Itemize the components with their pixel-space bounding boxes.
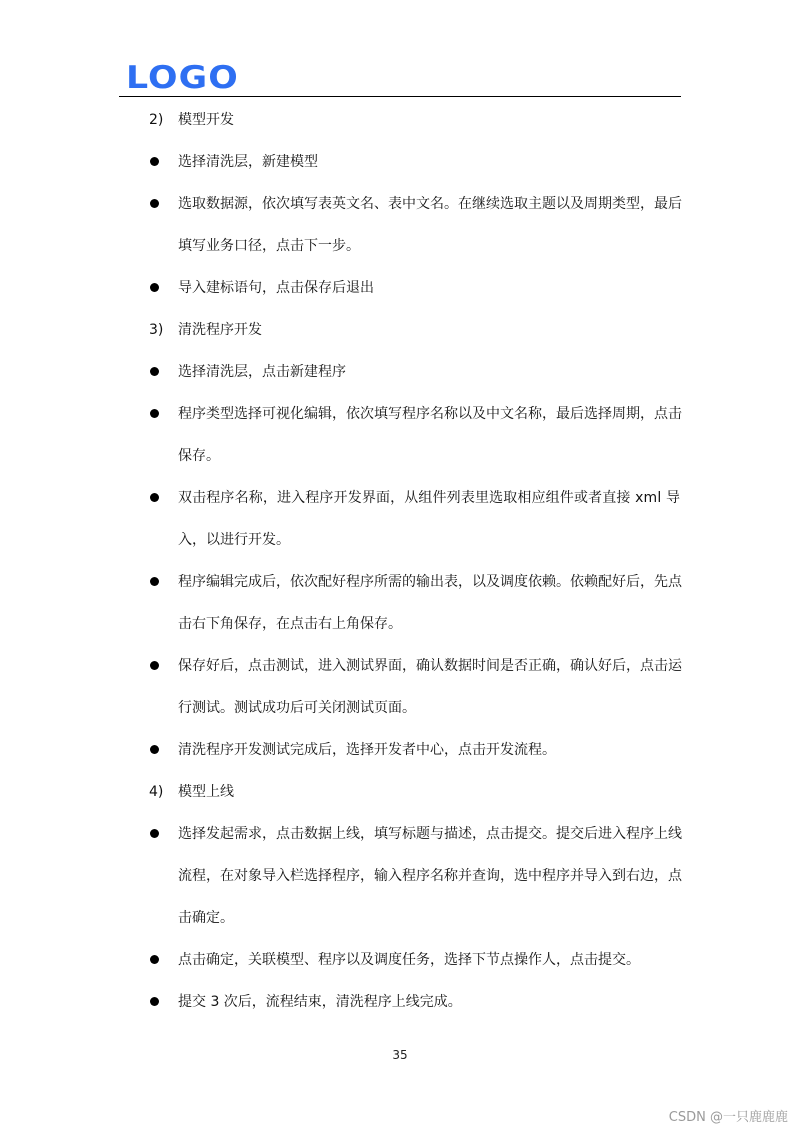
bullet-icon [150, 577, 159, 586]
list-item-line: 填写业务口径，点击下一步。 [178, 238, 360, 254]
section-title: 清洗程序开发 [178, 322, 262, 338]
bullet-icon [150, 409, 159, 418]
list-item-line: 入，以进行开发。 [178, 532, 290, 548]
bullet-icon [150, 997, 159, 1006]
list-item-line: 保存。 [178, 448, 220, 464]
list-item-line: 程 序 编 辑 完 成 后 ， 依 次 配 好 程 序 所 需 的 输 出 表 ， 以 及 调 度 依 赖 。 依 赖 配 好 后 ， 先 点 [178, 574, 682, 590]
header-rule [119, 96, 681, 97]
list-item-line: 选 择 发 起 需 求 ， 点 击 数 据 上 线 ， 填 写 标 题 与 描 述 ， 点 击 提 交 。 提 交 后 进 入 程 序 上 线 [178, 826, 682, 842]
bullet-icon [150, 367, 159, 376]
bullet-icon [150, 829, 159, 838]
list-item-line: 双 击 程 序 名 称 ， 进 入 程 序 开 发 界 面 ， 从 组 件 列 表 里 选 取 相 应 组 件 或 者 直 接 x m l 导 [178, 490, 680, 506]
logo: LOGO [126, 60, 239, 96]
list-item-line: 选择清洗层，新建模型 [178, 154, 318, 170]
list-item-line: 选择清洗层，点击新建程序 [178, 364, 346, 380]
list-item-line: 导入建标语句，点击保存后退出 [178, 280, 374, 296]
bullet-icon [150, 493, 159, 502]
bullet-icon [150, 283, 159, 292]
bullet-icon [150, 199, 159, 208]
list-item-line: 提交 3 次后，流程结束，清洗程序上线完成。 [178, 994, 462, 1010]
list-item-line: 选 取 数 据 源 ， 依 次 填 写 表 英 文 名 、 表 中 文 名 。 在 继 续 选 取 主 题 以 及 周 期 类 型 ， 最 后 [178, 196, 682, 212]
section-title: 模型上线 [178, 784, 234, 800]
list-item-line: 击确定。 [178, 910, 234, 926]
section-number: 3) [149, 322, 164, 338]
watermark: CSDN @一只鹿鹿鹿 [668, 1110, 788, 1125]
list-item-line: 流 程 ， 在 对 象 导 入 栏 选 择 程 序 ， 输 入 程 序 名 称 并 查 询 ， 选 中 程 序 并 导 入 到 右 边 ， 点 [178, 868, 682, 884]
list-item-line: 点击确定，关联模型、程序以及调度任务，选择下节点操作人，点击提交。 [178, 952, 640, 968]
list-item-line: 程 序 类 型 选 择 可 视 化 编 辑 ， 依 次 填 写 程 序 名 称 以 及 中 文 名 称 ， 最 后 选 择 周 期 ， 点 击 [178, 406, 682, 422]
bullet-icon [150, 745, 159, 754]
bullet-icon [150, 661, 159, 670]
list-item-line: 保 存 好 后 ， 点 击 测 试 ， 进 入 测 试 界 面 ， 确 认 数 据 时 间 是 否 正 确 ， 确 认 好 后 ， 点 击 运 [178, 658, 682, 674]
page-number: 35 [392, 1048, 408, 1062]
bullet-icon [150, 157, 159, 166]
bullet-icon [150, 955, 159, 964]
section-title: 模型开发 [178, 112, 234, 128]
list-item-line: 击右下角保存，在点击右上角保存。 [178, 616, 402, 632]
section-number: 2) [149, 112, 164, 128]
list-item-line: 清洗程序开发测试完成后，选择开发者中心，点击开发流程。 [178, 742, 556, 758]
list-item-line: 行测试。测试成功后可关闭测试页面。 [178, 700, 416, 716]
section-number: 4) [149, 784, 164, 800]
